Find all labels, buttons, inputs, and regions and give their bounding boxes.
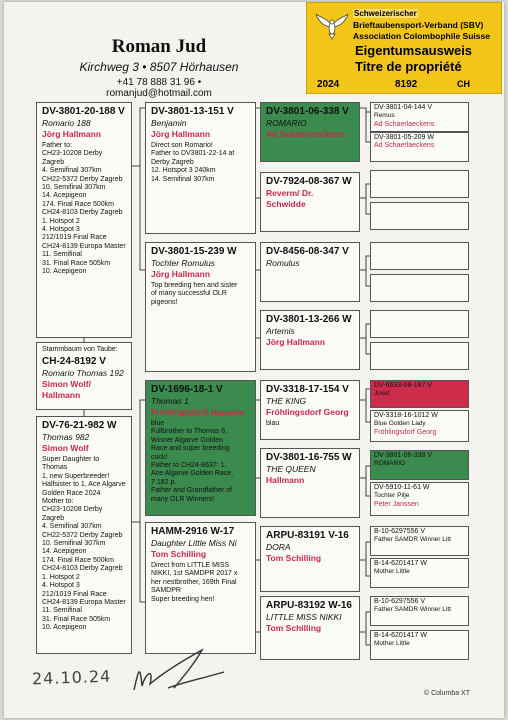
ancestor-ring: DV-3318-16-1012 W <box>374 412 438 419</box>
stammbaum-label: Stammbaum von Taube: <box>42 346 118 353</box>
info-line: 1. Hotspot 2 <box>42 217 80 225</box>
certificate-title-de: Eigentumsausweis <box>355 43 473 58</box>
info-line: Race and super breeding <box>151 445 230 453</box>
great-grandparent-name: Artemis <box>266 326 295 336</box>
info-line: 14. Acepigeon <box>42 548 87 556</box>
info-line: 174. Final Race 500km <box>42 556 114 564</box>
info-line: Father to DV3801-22-14 at <box>151 150 235 158</box>
ancestor-card-empty <box>370 310 469 338</box>
ancestor-card <box>370 410 469 442</box>
sire-owner: Jörg Hallmann <box>42 129 102 139</box>
great-grandparent-owner: Reverm/ Dr. Schwidde <box>266 188 314 209</box>
info-line: CH24-8103 Derby Zagreb <box>42 565 123 573</box>
great-grandparent-ring: DV-7924-08-367 W <box>266 176 352 187</box>
owner-name: Roman Jud <box>111 36 207 57</box>
grandparent-info <box>151 282 250 307</box>
ancestor-card <box>370 558 469 588</box>
certificate-year: 2024 <box>317 79 340 90</box>
grandparent-name: Benjamin <box>151 118 187 128</box>
info-line: CH24-8103 Derby Zagreb <box>42 209 123 217</box>
info-line: Super Daughter to Thomas <box>42 456 100 472</box>
info-line: 1. Hotspot 2 <box>42 573 80 581</box>
info-line: NIKKI, 1st SAMDPR 2017 x <box>151 570 238 578</box>
great-grandparent-name: Romulus <box>266 258 300 268</box>
grandparent-ring: DV-3801-13-151 V <box>151 106 234 117</box>
ancestor-card <box>370 482 469 516</box>
dam-owner: Simon Wolf <box>42 443 89 453</box>
grandparent-card <box>145 242 256 372</box>
ancestor-name: Father SAMDR Winner Litt <box>374 606 451 614</box>
ancestor-name: Remus <box>374 112 395 120</box>
great-grandparent-ring: DV-3801-13-266 W <box>266 314 352 325</box>
grandparent-info <box>151 562 250 604</box>
great-grandparent-owner: Fröhlingsdorf Georg <box>266 407 349 417</box>
ancestor-name: Mother Little <box>374 640 410 648</box>
ancestor-card-empty <box>370 274 469 302</box>
great-grandparent-card <box>260 380 360 440</box>
info-line: her nestbrother, 169th Final <box>151 578 237 586</box>
pedigree-page <box>4 2 504 718</box>
info-line: Golden Race 2024 <box>42 489 101 497</box>
sire-ring: DV-3801-20-188 V <box>42 106 125 117</box>
grandparent-name: Daughter Little Miss Ni <box>151 538 237 548</box>
info-line: CH24-8139 Europa Master <box>42 598 126 606</box>
info-line: Ace Algarve Golden Race, <box>151 470 234 478</box>
certificate-number: 8192 <box>395 79 418 90</box>
info-line: 14. Acepigeon <box>42 192 87 200</box>
ancestor-name: Josef <box>374 390 390 398</box>
info-line: CH23-10208 Derby Zagreb <box>42 506 103 522</box>
info-line: Halfsister to 1. Ace Algarve <box>42 481 126 489</box>
ancestor-owner: Ad Schaerlaeckens <box>374 142 435 150</box>
grandparent-ring: DV-1696-18-1 V <box>151 384 223 395</box>
info-line: Father and Grandfather of <box>151 487 232 495</box>
great-grandparent-card <box>260 310 360 370</box>
info-line: Mother to: <box>42 498 74 506</box>
grandparent-card <box>145 102 256 234</box>
great-grandparent-ring: DV-3801-06-338 V <box>266 106 349 117</box>
great-grandparent-ring: ARPU-83191 V-16 <box>266 530 349 541</box>
ancestor-owner: Fröhlingsdorf Georg <box>374 428 437 436</box>
ancestor-card <box>370 630 469 660</box>
great-grandparent-name: ROMARIO <box>266 118 307 128</box>
federation-line-3: Association Colombophile Suisse <box>353 31 490 41</box>
ancestor-name: Tochter Pilje <box>374 492 410 500</box>
great-grandparent-owner: Tom Schilling <box>266 553 322 563</box>
ancestor-owner: Ad Schaerlaeckens <box>374 120 435 128</box>
great-grandparent-card <box>260 448 360 518</box>
ancestor-ring: B-14-6201417 W <box>374 560 427 567</box>
grandparent-owner: Fröhlingsdorf/ Romeliu <box>151 407 245 417</box>
subject-ring: CH-24-8192 V <box>42 356 106 367</box>
ancestor-card-empty <box>370 170 469 198</box>
ancestor-card <box>370 102 469 132</box>
ancestor-card-empty <box>370 202 469 230</box>
sire-card <box>36 102 132 338</box>
grandparent-name: Thomas 1 <box>151 396 189 406</box>
sire-info <box>42 142 126 277</box>
signature-image <box>124 642 234 702</box>
info-line: Super breeding hen! <box>151 595 215 603</box>
info-line: 10. Acepigeon <box>42 624 87 632</box>
great-grandparent-card-highlighted <box>260 102 360 162</box>
owner-address: Kirchweg 3 • 8507 Hörhausen <box>79 60 239 74</box>
info-line: of many successful OLR <box>151 290 227 298</box>
certificate-country: CH <box>457 79 470 89</box>
info-line: Direct from LITTLE MISS <box>151 562 230 569</box>
info-line: Father to: <box>42 142 72 149</box>
ancestor-ring: B-10-6297556 V <box>374 528 425 535</box>
info-line: Winner Algarve Golden <box>151 436 223 444</box>
ancestor-owner: Peter Janssen <box>374 500 419 508</box>
federation-line-2: Brieftaubensport-Verband (SBV) <box>353 20 484 30</box>
great-grandparent-name: THE KING <box>266 396 307 406</box>
great-grandparent-ring: DV-3318-17-154 V <box>266 384 349 395</box>
grandparent-name: Tochter Romulus <box>151 258 215 268</box>
info-line: 12. Hotspot 3 240km <box>151 167 216 175</box>
handwritten-date: 24.10.24 <box>31 666 112 689</box>
info-line: many OLR Winners! <box>151 495 215 503</box>
ancestor-card-highlighted <box>370 380 469 408</box>
info-line: 31. Final Race 505km <box>42 615 111 623</box>
ancestor-card-empty <box>370 242 469 270</box>
ancestor-card <box>370 596 469 626</box>
great-grandparent-card <box>260 172 360 232</box>
grandparent-owner: Jörg Hallmann <box>151 129 211 139</box>
sire-name: Romario 188 <box>42 118 91 128</box>
info-line: Father to CH24-8637: 1. <box>151 462 227 470</box>
grandparent-ring: DV-3801-15-239 W <box>151 246 237 257</box>
info-line: 212/1019 Final Race <box>42 234 107 242</box>
ancestor-ring: DV-3801-05-209 W <box>374 134 434 141</box>
ancestor-ring: B-10-6297556 V <box>374 598 425 605</box>
ancestor-name: ROMARIO <box>374 460 406 468</box>
grandparent-card-highlighted <box>145 380 256 516</box>
great-grandparent-owner: Jörg Hallmann <box>266 337 326 347</box>
ancestor-card-empty <box>370 342 469 370</box>
grandparent-card <box>145 522 256 654</box>
certificate-title-fr: Titre de propriété <box>355 59 462 74</box>
info-line: 10. Semifinal 307km <box>42 184 106 192</box>
grandparent-owner: Tom Schilling <box>151 549 207 559</box>
grandparent-info <box>151 420 250 504</box>
info-line: 11. Semifinal <box>42 251 82 259</box>
ancestor-name: Mother Little <box>374 568 410 576</box>
info-line: 4. Semifinal 307km <box>42 523 102 531</box>
info-line: 10. Acepigeon <box>42 268 87 276</box>
ancestor-ring: B-14-6201417 W <box>374 632 427 639</box>
great-grandparent-owner: Tom Schilling <box>266 623 322 633</box>
copyright-note: © Columba XT <box>424 690 471 697</box>
info-line: CH22-5372 Derby Zagreb <box>42 175 123 183</box>
great-grandparent-owner: Hallmann <box>266 475 305 485</box>
info-line: CH24-8139 Europa Master <box>42 242 126 250</box>
subject-pigeon-card <box>36 342 132 410</box>
info-line: pigeons! <box>151 298 178 306</box>
ancestor-name: Blue Golden Lady <box>374 420 426 428</box>
info-line: 31. Final Race 505km <box>42 259 111 267</box>
grandparent-info <box>151 142 250 184</box>
info-line: CH22-5372 Derby Zagreb <box>42 531 123 539</box>
dam-name: Thomas 982 <box>42 432 90 442</box>
dam-info <box>42 456 126 633</box>
subject-name: Romario Thomas 192 <box>42 368 124 378</box>
ancestor-ring: DV-5910-11-61 W <box>374 484 430 491</box>
info-line: SAMDPR <box>151 587 181 595</box>
great-grandparent-card <box>260 596 360 660</box>
info-line: 4. Hotspot 3 <box>42 582 80 590</box>
great-grandparent-ring: DV-8456-08-347 V <box>266 246 349 257</box>
great-grandparent-name: LITTLE MISS NIKKI <box>266 612 342 622</box>
grandparent-owner: Jörg Hallmann <box>151 269 211 279</box>
ancestor-name: Father SAMDR Winner Litt <box>374 536 451 544</box>
info-line: 1, new Superbreeder! <box>42 472 110 480</box>
info-line: blue <box>151 420 165 427</box>
info-line: 174. Final Race 500km <box>42 200 114 208</box>
info-line: Top breeding hen and sister <box>151 282 238 289</box>
grandparent-ring: HAMM-2916 W-17 <box>151 526 235 537</box>
great-grandparent-ring: ARPU-83192 W-16 <box>266 600 352 611</box>
info-line: CH23-10208 Derby Zagreb <box>42 150 103 166</box>
ancestor-ring: DV-3801-04-144 V <box>374 104 432 111</box>
dove-logo-icon <box>315 11 349 41</box>
federation-line-1: Schweizerischer <box>354 9 417 18</box>
info-line: 7.182 p. <box>151 478 177 486</box>
great-grandparent-owner: Ad Schaerlaeckens <box>266 129 344 139</box>
great-grandparent-name: THE QUEEN <box>266 464 316 474</box>
great-grandparent-ring: DV-3801-16-755 W <box>266 452 352 463</box>
ancestor-ring: DV-3801-06-338 V <box>374 452 432 459</box>
info-line: cock! <box>151 453 168 461</box>
ancestor-card <box>370 132 469 162</box>
dam-card <box>36 416 132 654</box>
ownership-certificate-badge <box>306 2 502 94</box>
great-grandparent-card <box>260 526 360 592</box>
ancestor-card <box>370 526 469 556</box>
info-line: 11. Semifinal <box>42 607 82 615</box>
great-grandparent-info: blau <box>266 420 280 427</box>
info-line: 4. Hotspot 3 <box>42 226 80 234</box>
info-line: 4. Semifinal 307km <box>42 167 102 175</box>
dam-ring: DV-76-21-982 W <box>42 420 117 431</box>
great-grandparent-name: DORA <box>266 542 291 552</box>
info-line: 212/1019 Final Race <box>42 590 107 598</box>
owner-header <box>64 36 254 99</box>
ancestor-card-highlighted <box>370 450 469 480</box>
info-line: 14. Semifinal 307km <box>151 175 215 183</box>
info-line: Direct son Romario! <box>151 142 213 149</box>
subject-owner: Simon Wolf/ Hallmann <box>42 379 91 400</box>
info-line: Derby Zagreb <box>151 158 194 166</box>
info-line: Fullbrother to Thomas 6, <box>151 428 228 436</box>
owner-contact: +41 78 888 31 96 • romanjud@hotmail.com <box>106 77 212 99</box>
info-line: 10. Semifinal 307km <box>42 540 106 548</box>
great-grandparent-card <box>260 242 360 302</box>
ancestor-ring: DV-6633-08-187 V <box>374 382 432 389</box>
